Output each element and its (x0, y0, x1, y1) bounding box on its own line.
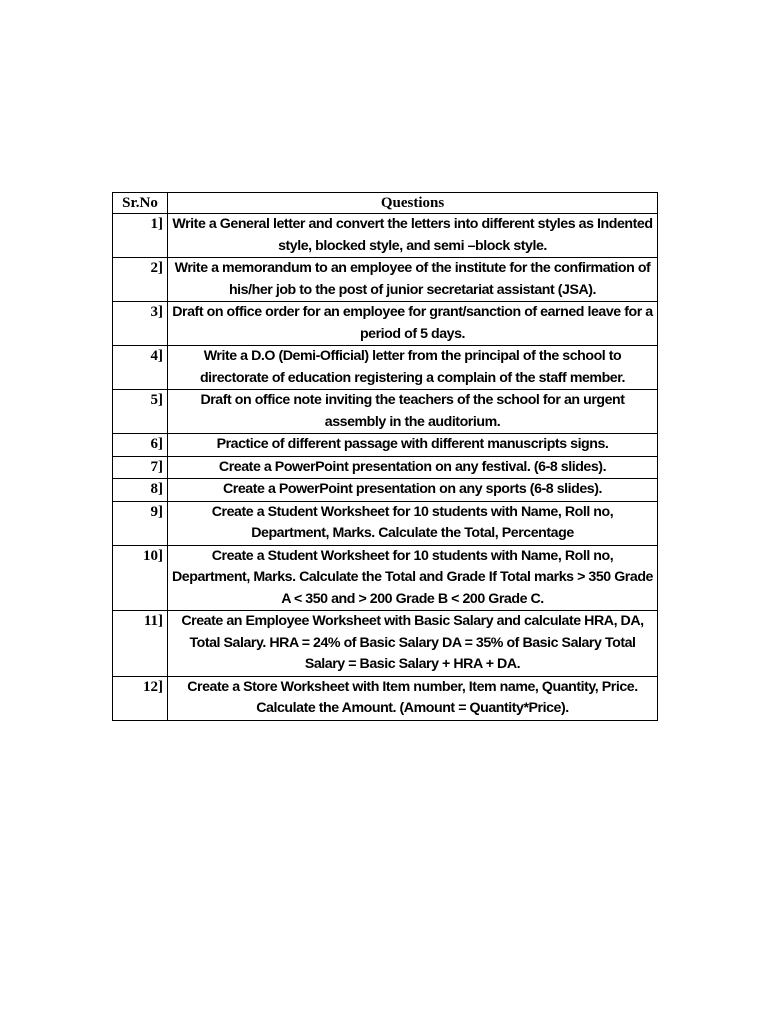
questions-table (112, 192, 658, 721)
row-number: 4] (113, 346, 168, 390)
row-number: 8] (113, 479, 168, 502)
row-question: Create an Employee Worksheet with Basic Salary and calculate HRA, DA, Total Salary. HRA = 24% of Basic Salary DA = 35% of Basic Salary Total Salary = Basic Salary + HRA + DA. (168, 611, 658, 677)
row-question: Create a PowerPoint presentation on any sports (6-8 slides). (168, 479, 658, 502)
row-question: Write a General letter and convert the letters into different styles as Indented style, blocked style, and semi –block style. (168, 214, 658, 258)
row-number: 9] (113, 501, 168, 545)
row-question: Write a D.O (Demi-Official) letter from the principal of the school to directorate of education registering a complain of the staff member. (168, 346, 658, 390)
row-number: 12] (113, 676, 168, 720)
row-question: Create a PowerPoint presentation on any festival. (6-8 slides). (168, 456, 658, 479)
table-row (113, 545, 658, 611)
table-row (113, 390, 658, 434)
table-row (113, 676, 658, 720)
table-row (113, 479, 658, 502)
row-question: Write a memorandum to an employee of the institute for the confirmation of his/her job to the post of junior secretariat assistant (JSA). (168, 258, 658, 302)
row-question: Draft on office order for an employee for grant/sanction of earned leave for a period of 5 days. (168, 302, 658, 346)
row-number: 10] (113, 545, 168, 611)
row-number: 1] (113, 214, 168, 258)
table-row (113, 346, 658, 390)
table-row (113, 302, 658, 346)
table-row (113, 456, 658, 479)
table-row (113, 501, 658, 545)
header-questions: Questions (168, 193, 658, 214)
row-number: 11] (113, 611, 168, 677)
row-number: 7] (113, 456, 168, 479)
row-question: Create a Student Worksheet for 10 students with Name, Roll no, Department, Marks. Calculate the Total and Grade If Total marks > 350 Grade A < 350 and > 200 Grade B < 200 Grade C. (168, 545, 658, 611)
row-question: Practice of different passage with different manuscripts signs. (168, 434, 658, 457)
table-row (113, 258, 658, 302)
row-number: 2] (113, 258, 168, 302)
row-number: 5] (113, 390, 168, 434)
row-number: 3] (113, 302, 168, 346)
table-row (113, 611, 658, 677)
row-question: Create a Student Worksheet for 10 students with Name, Roll no, Department, Marks. Calculate the Total, Percentage (168, 501, 658, 545)
header-srno: Sr.No (113, 193, 168, 214)
table-row (113, 434, 658, 457)
row-question: Create a Store Worksheet with Item number, Item name, Quantity, Price. Calculate the Amount. (Amount = Quantity*Price). (168, 676, 658, 720)
row-number: 6] (113, 434, 168, 457)
table-header-row (113, 193, 658, 214)
table-row (113, 214, 658, 258)
row-question: Draft on office note inviting the teachers of the school for an urgent assembly in the auditorium. (168, 390, 658, 434)
